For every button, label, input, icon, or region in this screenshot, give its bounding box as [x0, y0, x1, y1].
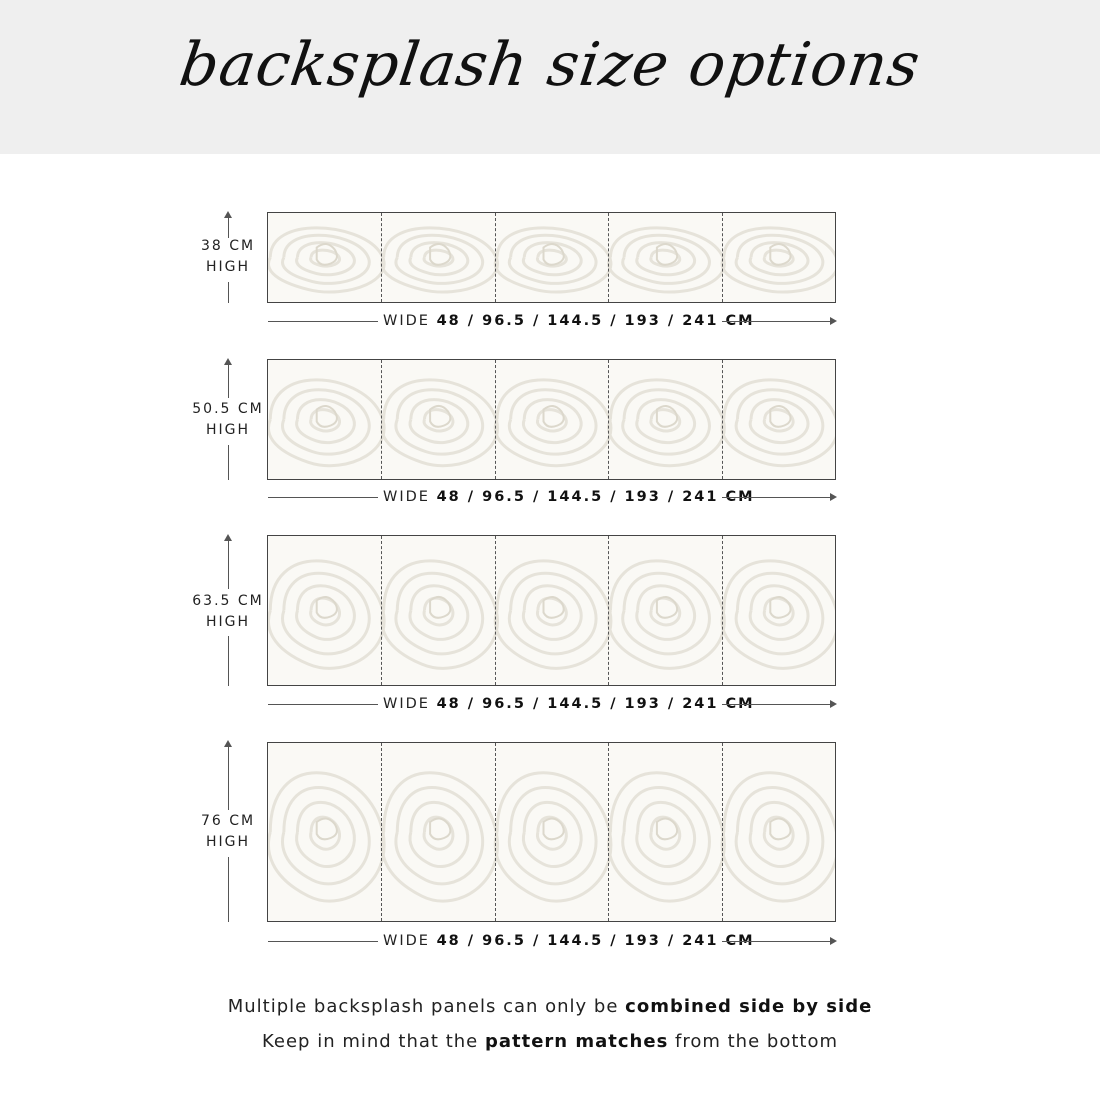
pattern-swirl	[410, 586, 468, 640]
width-label	[383, 313, 755, 329]
pattern-swirl	[297, 802, 355, 866]
pattern-blob	[430, 244, 450, 265]
width-line-left	[268, 704, 378, 705]
panel-divider	[495, 536, 496, 685]
footer-note-1	[0, 996, 1100, 1017]
pattern-swirl	[523, 802, 581, 866]
width-prefix: WIDE	[383, 313, 430, 329]
arrow-right-icon	[830, 317, 837, 325]
height-line-bottom	[228, 445, 229, 480]
pattern-swirl	[637, 586, 695, 640]
height-line-top	[228, 216, 229, 238]
pattern-blob	[657, 244, 677, 265]
width-label	[383, 696, 755, 712]
pattern-blob	[317, 244, 337, 265]
footer-note-2-text: Keep in mind that the	[262, 1031, 485, 1052]
pattern-swirl	[424, 817, 453, 849]
pattern-swirl	[382, 561, 498, 668]
height-line-bottom	[228, 282, 229, 303]
pattern-swirl	[495, 773, 611, 901]
pattern-swirl	[382, 773, 498, 901]
height-line-top	[228, 745, 229, 810]
pattern-swirl	[297, 243, 355, 275]
panel-divider	[495, 213, 496, 302]
height-value: 50.5 CM	[192, 401, 264, 417]
pattern-swirl	[523, 586, 581, 640]
pattern-swirl	[722, 561, 835, 668]
pattern-swirl	[750, 243, 808, 275]
backsplash-panel	[267, 359, 836, 480]
panel-divider	[608, 536, 609, 685]
backsplash-panel	[267, 212, 836, 303]
pattern-swirl	[637, 802, 695, 866]
pattern-swirl	[311, 817, 340, 849]
pattern-swirl	[268, 561, 384, 668]
pattern-blob	[770, 244, 790, 265]
panel-divider	[381, 213, 382, 302]
height-value: 76 CM	[200, 813, 256, 829]
width-line-right	[722, 497, 830, 498]
panel-divider	[381, 536, 382, 685]
height-unit: HIGH	[205, 259, 251, 275]
width-line-right	[722, 704, 830, 705]
pattern-blob	[544, 244, 564, 265]
footer-note-2-end: from the bottom	[668, 1031, 838, 1052]
height-line-top	[228, 363, 229, 398]
width-label	[383, 489, 755, 505]
width-label	[383, 933, 755, 949]
height-line-bottom	[228, 636, 229, 686]
height-unit: HIGH	[205, 614, 251, 630]
arrow-right-icon	[830, 700, 837, 708]
width-prefix: WIDE	[383, 489, 430, 505]
panel-divider	[608, 743, 609, 921]
pattern-swirl	[523, 243, 581, 275]
page-title: backsplash size options	[175, 30, 925, 100]
footer-note-1-emphasis: combined side by side	[625, 996, 873, 1017]
panel-divider	[495, 360, 496, 479]
panel-divider	[608, 213, 609, 302]
pattern-swirl	[722, 773, 835, 901]
pattern-swirl	[750, 586, 808, 640]
backsplash-panel	[267, 535, 836, 686]
height-unit: HIGH	[205, 834, 251, 850]
arrow-right-icon	[830, 937, 837, 945]
pattern-swirl	[764, 817, 793, 849]
pattern-swirl	[609, 773, 725, 901]
panel-divider	[722, 360, 723, 479]
height-unit: HIGH	[205, 422, 251, 438]
pattern-swirl	[495, 561, 611, 668]
marble-pattern	[268, 360, 835, 479]
pattern-swirl	[637, 243, 695, 275]
marble-pattern	[268, 536, 835, 685]
width-values: 48 / 96.5 / 144.5 / 193 / 241 CM	[436, 696, 755, 712]
pattern-swirl	[609, 561, 725, 668]
panel-divider	[722, 536, 723, 685]
width-values: 48 / 96.5 / 144.5 / 193 / 241 CM	[436, 313, 755, 329]
backsplash-panel	[267, 742, 836, 922]
width-values: 48 / 96.5 / 144.5 / 193 / 241 CM	[436, 933, 755, 949]
pattern-swirl	[410, 802, 468, 866]
marble-pattern	[268, 743, 835, 921]
height-line-top	[228, 539, 229, 589]
marble-pattern	[268, 213, 835, 302]
panel-divider	[722, 213, 723, 302]
pattern-swirl	[410, 243, 468, 275]
panel-divider	[495, 743, 496, 921]
width-line-right	[722, 941, 830, 942]
panel-divider	[608, 360, 609, 479]
width-prefix: WIDE	[383, 696, 430, 712]
pattern-swirl	[268, 773, 384, 901]
panel-divider	[722, 743, 723, 921]
height-value: 63.5 CM	[192, 593, 264, 609]
width-line-right	[722, 321, 830, 322]
pattern-swirl	[297, 586, 355, 640]
pattern-swirl	[537, 817, 566, 849]
footer-note-1-text: Multiple backsplash panels can only be	[227, 996, 626, 1017]
pattern-swirl	[651, 817, 680, 849]
width-line-left	[268, 941, 378, 942]
panel-divider	[381, 360, 382, 479]
width-line-left	[268, 497, 378, 498]
footer-note-2	[0, 1031, 1100, 1052]
pattern-swirl	[750, 802, 808, 866]
height-value: 38 CM	[200, 238, 256, 254]
header-banner	[0, 0, 1100, 154]
width-values: 48 / 96.5 / 144.5 / 193 / 241 CM	[436, 489, 755, 505]
height-line-bottom	[228, 857, 229, 922]
footer-note-2-emphasis: pattern matches	[484, 1031, 669, 1052]
arrow-right-icon	[830, 493, 837, 501]
panel-divider	[381, 743, 382, 921]
width-prefix: WIDE	[383, 933, 430, 949]
width-line-left	[268, 321, 378, 322]
